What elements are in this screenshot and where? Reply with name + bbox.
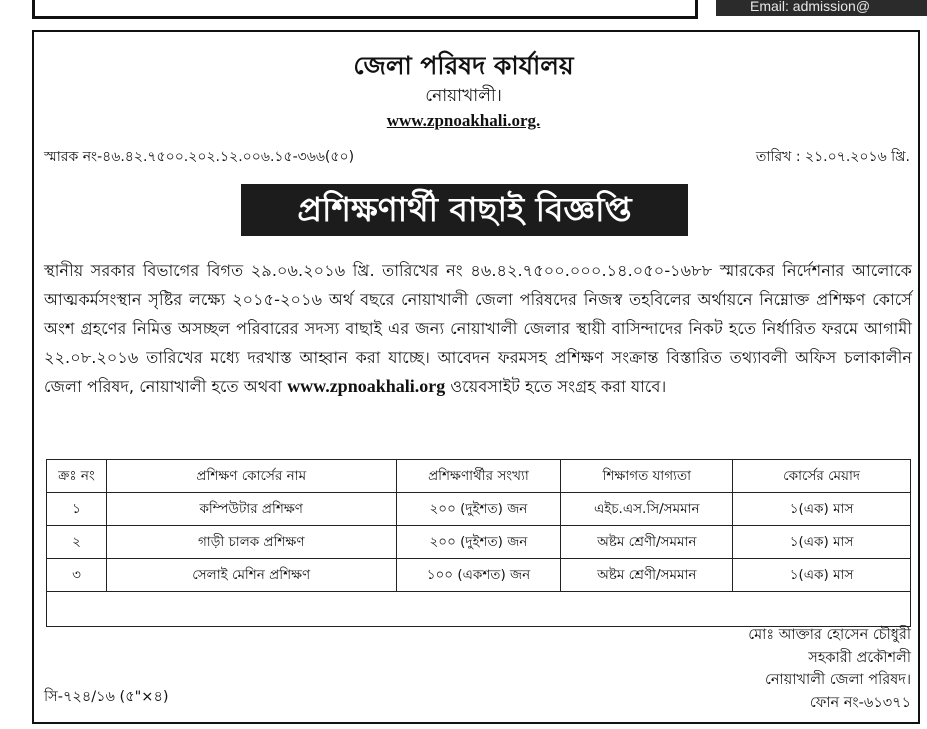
course-table	[46, 459, 911, 627]
body-website-link[interactable]: www.zpnoakhali.org	[287, 376, 446, 396]
office-district: নোয়াখালী।	[425, 86, 502, 106]
empty-cell	[47, 592, 911, 627]
notice-body	[44, 256, 912, 401]
cell-course-name: কম্পিউটার প্রশিক্ষণ	[106, 493, 396, 526]
memo-number: স্মারক নং-৪৬.৪২.৭৫০০.২০২.১২.০০৬.১৫-৩৬৬(৫০)	[44, 149, 355, 165]
signatory-designation: সহকারী প্রকৌশলী	[808, 649, 911, 666]
table-row	[47, 526, 911, 559]
header-duration: কোর্সের মেয়াদ	[733, 460, 911, 493]
cell-serial: ২	[47, 526, 107, 559]
office-name: জেলা পরিষদ কার্যালয়	[353, 51, 574, 80]
cell-duration: ১(এক) মাস	[733, 526, 911, 559]
cell-serial: ৩	[47, 559, 107, 592]
notice-body-text-end: ওয়েবসাইট হতে সংগ্রহ করা যাবে।	[450, 377, 667, 396]
cell-trainee-count: ১০০ (একশত) জন	[396, 559, 561, 592]
cell-course-name: গাড়ী চালক প্রশিক্ষণ	[106, 526, 396, 559]
cell-duration: ১(এক) মাস	[733, 559, 911, 592]
cell-trainee-count: ২০০ (দুইশত) জন	[396, 493, 561, 526]
header-course-name: প্রশিক্ষণ কোর্সের নাম	[106, 460, 396, 493]
table-row	[47, 559, 911, 592]
signatory-name: মোঃ আক্তার হোসেন চৌধুরী	[748, 627, 911, 643]
cell-qualification: অষ্টম শ্রেণী/সমমান	[561, 526, 733, 559]
signatory-phone: ফোন নং-৬১৩৭১	[809, 694, 911, 711]
memo-date: তারিখ : ২১.০৭.২০১৬ খ্রি.	[755, 149, 910, 165]
signature-block	[748, 624, 911, 714]
advertisement-reference-code: সি-৭২৪/১৬ (৫"×৪)	[44, 689, 169, 705]
cell-trainee-count: ২০০ (দুইশত) জন	[396, 526, 561, 559]
table-empty-row	[47, 592, 911, 627]
cell-qualification: অষ্টম শ্রেণী/সমমান	[561, 559, 733, 592]
cell-serial: ১	[47, 493, 107, 526]
office-website-link[interactable]: www.zpnoakhali.org.	[386, 111, 541, 130]
signatory-office: নোয়াখালী জেলা পরিষদ।	[764, 672, 911, 688]
notice-body-text: স্থানীয় সরকার বিভাগের বিগত ২৯.০৬.২০১৬ খ্রি. তারিখের নং ৪৬.৪২.৭৫০০.০০০.১৪.০৫০-১৬৮৮ স্মারকের নির্দেশনার আলোকে আত্মকর্মসংস্থান সৃষ্টির লক্ষ্যে ২০১৫-২০১৬ অর্থ বছরে নোয়াখালী জেলা পরিষদের নিজস্ব তহবিলের অর্থায়নে নিম্নোক্ত প্রশিক্ষণ কোর্সে অংশ গ্রহণের নিমিত্ত অসচ্ছল পরিবারের সদস্য বাছাই এর জন্য নোয়াখালী জেলার স্থায়ী বাসিন্দাদের নিকট হতে নির্ধারিত ফরমে আগামী ২২.০৮.২০১৬ তারিখের মধ্যে দরখাস্ত আহ্বান করা যাচ্ছে। আবেদন ফরমসহ প্রশিক্ষণ সংক্রান্ত বিস্তারিত তথ্যাবলী অফিস চলাকালীন জেলা পরিষদ, নোয়াখালী হতে অথবা	[44, 261, 912, 396]
cell-qualification: এইচ.এস.সি/সমমান	[561, 493, 733, 526]
cell-duration: ১(এক) মাস	[733, 493, 911, 526]
table-header-row	[47, 460, 911, 493]
header-trainee-count: প্রশিক্ষণার্থীর সংখ্যা	[396, 460, 561, 493]
cell-course-name: সেলাই মেশিন প্রশিক্ষণ	[106, 559, 396, 592]
notice-title: প্রশিক্ষণার্থী বাছাই বিজ্ঞপ্তি	[241, 184, 688, 236]
cropped-email-banner: Email: admission@	[716, 0, 927, 16]
table-row	[47, 493, 911, 526]
header-qualification: শিক্ষাগত যাগ্যতা	[561, 460, 733, 493]
previous-notice-frame-edge	[32, 0, 698, 19]
header-serial: ক্রঃ নং	[47, 460, 107, 493]
